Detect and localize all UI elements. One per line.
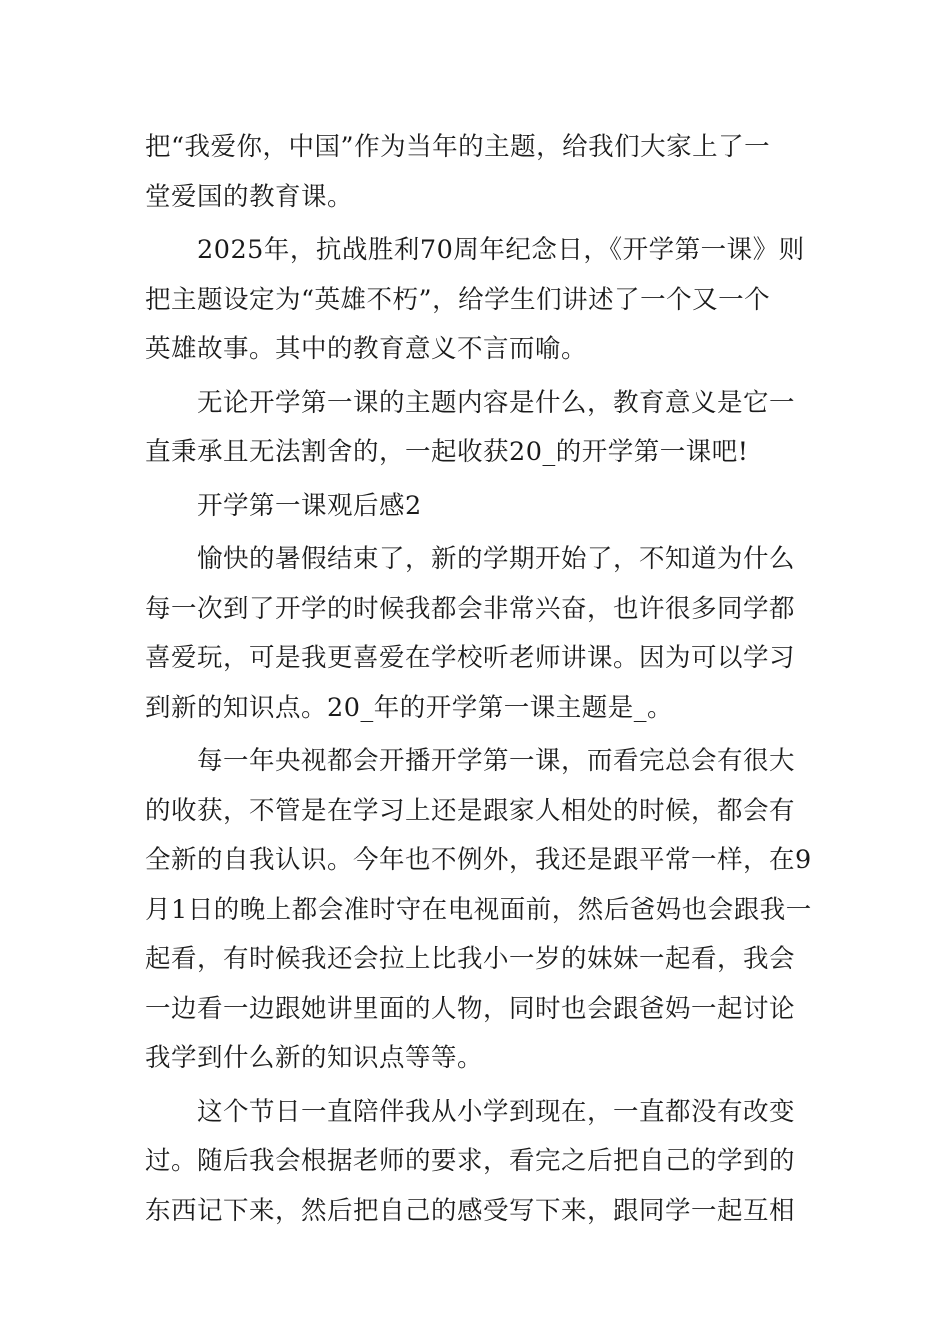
- text-line: 过。随后我会根据老师的要求，看完之后把自己的学到的: [145, 1146, 796, 1176]
- text-line: 到新的知识点。20_年的开学第一课主题是_。: [145, 692, 673, 723]
- section-heading: [145, 482, 807, 532]
- paragraph: [145, 737, 812, 1084]
- text-line: 每一年央视都会开播开学第一课，而看完总会有很大: [197, 746, 796, 776]
- paragraph: [145, 379, 807, 478]
- text-line: 东西记下来，然后把自己的感受写下来，跟同学一起互相: [145, 1195, 796, 1226]
- text-line: 月1日的晚上都会准时守在电视面前，然后爸妈也会跟我一: [145, 894, 812, 925]
- paragraph: [145, 1088, 807, 1237]
- text-line: 一边看一边跟她讲里面的人物，同时也会跟爸妈一起讨论: [145, 993, 796, 1024]
- text-line: 把主题设定为“英雄不朽”，给学生们讲述了一个又一个: [145, 284, 771, 315]
- text-line: 无论开学第一课的主题内容是什么，教育意义是它一: [197, 387, 796, 418]
- paragraph: [145, 535, 807, 733]
- text-line: 愉快的暑假结束了，新的学期开始了，不知道为什么: [197, 544, 796, 574]
- text-line: 把“我爱你，中国”作为当年的主题，给我们大家上了一: [145, 132, 771, 162]
- paragraph: [145, 226, 807, 375]
- text-line: 起看，有时候我还会拉上比我小一岁的妹妹一起看，我会: [145, 944, 796, 974]
- text-line: 全新的自我认识。今年也不例外，我还是跟平常一样，在9: [145, 845, 812, 875]
- text-line: 每一次到了开学的时候我都会非常兴奋，也许很多同学都: [145, 593, 796, 624]
- text-line: 直秉承且无法割舍的，一起收获20_的开学第一课吧!: [145, 437, 749, 467]
- text-line: 的收获，不管是在学习上还是跟家人相处的时候，都会有: [145, 795, 796, 826]
- paragraph: [145, 123, 807, 222]
- text-line: 这个节日一直陪伴我从小学到现在，一直都没有改变: [197, 1096, 796, 1127]
- text-line: 喜爱玩，可是我更喜爱在学校听老师讲课。因为可以学习: [145, 643, 796, 673]
- text-line: 英雄故事。其中的教育意义不言而喻。: [145, 334, 588, 364]
- text-line: 我学到什么新的知识点等等。: [145, 1043, 484, 1073]
- text-line: 堂爱国的教育课。: [145, 181, 354, 212]
- text-line: 2025年，抗战胜利70周年纪念日，《开学第一课》则: [197, 235, 805, 265]
- heading-text: 开学第一课观后感2: [197, 490, 422, 521]
- document-body: [145, 123, 812, 1236]
